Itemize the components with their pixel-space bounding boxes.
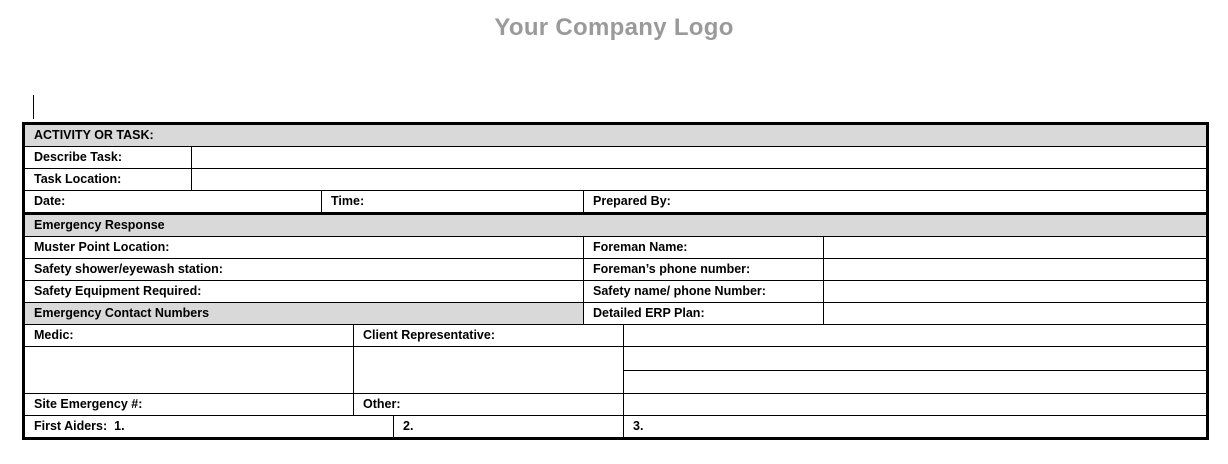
time-label[interactable]: Time: (322, 191, 584, 214)
foreman-name-label[interactable]: Foreman Name: (584, 237, 824, 259)
table-row (24, 281, 1208, 303)
table-row (24, 347, 1208, 371)
table-row (24, 325, 1208, 347)
client-representative-label[interactable]: Client Representative: (354, 325, 624, 347)
muster-point-label[interactable]: Muster Point Location: (24, 237, 584, 259)
table-row (24, 237, 1208, 259)
first-aider-3-label[interactable]: 3. (624, 416, 1208, 439)
jsa-form (22, 122, 1206, 440)
emergency-contact-header: Emergency Contact Numbers (24, 303, 584, 325)
table-row (24, 303, 1208, 325)
table-row (24, 124, 1208, 147)
first-aiders-cell[interactable] (24, 416, 394, 439)
company-logo-text: Your Company Logo (494, 14, 734, 41)
activity-or-task-header: ACTIVITY OR TASK: (24, 124, 1208, 147)
table-row (24, 169, 1208, 191)
task-location-label: Task Location: (24, 169, 192, 191)
table-row (24, 214, 1208, 237)
date-label[interactable]: Date: (24, 191, 322, 214)
table-row (24, 394, 1208, 416)
erp-blank-3[interactable] (624, 370, 1208, 394)
prepared-by-label[interactable]: Prepared By: (584, 191, 1208, 214)
detailed-erp-value[interactable] (824, 303, 1208, 325)
describe-task-value[interactable] (192, 147, 1208, 169)
safety-equipment-label[interactable]: Safety Equipment Required: (24, 281, 584, 303)
first-aider-2-label[interactable]: 2. (394, 416, 624, 439)
erp-blank-1[interactable] (624, 325, 1208, 347)
foreman-name-value[interactable] (824, 237, 1208, 259)
document-header (0, 0, 1228, 42)
table-row (24, 147, 1208, 169)
table-row (24, 259, 1208, 281)
task-location-value[interactable] (192, 169, 1208, 191)
other-label[interactable]: Other: (354, 394, 624, 416)
text-cursor (33, 95, 34, 119)
erp-blank-2[interactable] (624, 347, 1208, 371)
foreman-phone-value[interactable] (824, 259, 1208, 281)
safety-name-phone-value[interactable] (824, 281, 1208, 303)
site-emergency-label[interactable]: Site Emergency #: (24, 394, 354, 416)
first-aiders-label: First Aiders: (34, 419, 108, 433)
erp-blank-4[interactable] (624, 394, 1208, 416)
table-row (24, 416, 1208, 439)
emergency-response-header: Emergency Response (24, 214, 1208, 237)
detailed-erp-label[interactable]: Detailed ERP Plan: (584, 303, 824, 325)
safety-shower-label[interactable]: Safety shower/eyewash station: (24, 259, 584, 281)
first-aider-1-label: 1. (114, 419, 125, 433)
medic-label[interactable]: Medic: (24, 325, 354, 347)
site-emergency-spacer (24, 347, 354, 394)
foreman-phone-label[interactable]: Foreman’s phone number: (584, 259, 824, 281)
safety-name-phone-label[interactable]: Safety name/ phone Number: (584, 281, 824, 303)
describe-task-label: Describe Task: (24, 147, 192, 169)
form-table (22, 122, 1209, 440)
other-spacer (354, 347, 624, 394)
table-row (24, 191, 1208, 214)
